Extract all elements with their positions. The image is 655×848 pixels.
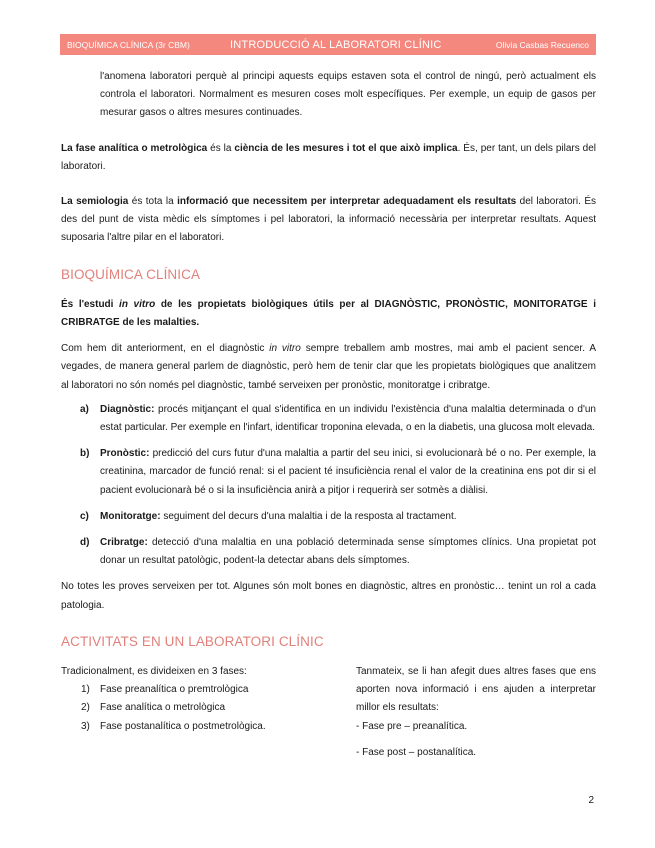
- fase-analitica-paragraph: [61, 140, 596, 176]
- list-text: Fase preanalítica o premtrològica: [100, 684, 249, 696]
- bold-term: La fase analítica o metrològica: [61, 142, 208, 154]
- list-item: [61, 445, 596, 500]
- text-run: sempre treballem amb mostres, mai amb el pacient sencer. A vegades, de manera general parlem de diagnòstic, però hem de tenir clar que les propietats biològiques que analitzem al laboratori no són només pel diagnòstic, també serveixen per pronòstic, monitoratge i cribratge.: [61, 343, 596, 391]
- list-marker: c): [80, 510, 89, 522]
- italic-term: in vitro: [269, 343, 301, 355]
- text-run: del laboratori. És des del punt de vista mèdic els símptomes i pel laboratori, la informació necessària per interpretar resultats. Aquest suposaria l'altre pilar en el laboratori.: [61, 196, 596, 244]
- text-run: Com hem dit anteriorment, en el diagnòstic: [61, 343, 270, 355]
- list-term: Diagnòstic:: [100, 403, 155, 415]
- page-number: 2: [588, 795, 594, 806]
- intro-continuation: l'anomena laboratori perquè al principi aquests equips estaven sota el control de ningú, però actualment els controla el laboratori. Normalment es mesuren coses molt específiques. Per exemple, un equip de gasos per mesurar gasos o altres mesures continuades.: [100, 71, 596, 119]
- list-text: procés mitjançant el qual s'identifica en un individu l'existència d'una malaltia determinada o d'un estat particular. Per exemple en l'infart, identificar troponina elevada, o en la diabetis, una glucosa molt elevada.: [100, 403, 596, 434]
- extra-phases-intro: Tanmateix, se li han afegit dues altres fases que ens aporten nova informació i ens ajuden a interpretar millor els resultats:: [356, 666, 596, 714]
- list-marker: 3): [81, 720, 90, 732]
- extra-phase-post: - Fase post – postanalítica.: [356, 746, 477, 758]
- list-item: [61, 681, 301, 699]
- left-column: [61, 663, 301, 762]
- bold-term: La semiologia: [61, 196, 129, 208]
- list-item: [61, 718, 301, 736]
- list-item: [61, 534, 596, 570]
- list-text: seguiment del decurs d'una malaltia i de la resposta al tractament.: [160, 510, 457, 522]
- bold-term: ciència de les mesures i tot el que això implica: [234, 142, 458, 154]
- bold-term: informació que necessitem per interpretar adequadament els resultats: [177, 196, 517, 208]
- text-run: és tota la: [128, 196, 178, 208]
- phases-intro: Tradicionalment, es divideixen en 3 fases:: [61, 666, 247, 678]
- section-heading-bioquimica: BIOQUÍMICA CLÍNICA: [61, 266, 201, 282]
- extra-phase-pre: - Fase pre – preanalítica.: [356, 720, 468, 732]
- list-term: Monitoratge:: [100, 510, 161, 522]
- definition-paragraph: [61, 296, 596, 332]
- header-course: BIOQUÍMICA CLÍNICA (3r CBM): [67, 39, 190, 50]
- italic-term: in vitro: [119, 298, 156, 310]
- list-text: Fase analítica o metrològica: [100, 702, 226, 714]
- header-author: Olivia Casbas Recuenco: [495, 39, 589, 50]
- list-marker: 1): [81, 684, 90, 696]
- list-marker: a): [80, 403, 89, 415]
- semiologia-paragraph: [61, 193, 596, 248]
- text-run: . És, per tant, un dels pilars del laboratori.: [61, 142, 596, 172]
- list-item: [61, 699, 301, 717]
- list-marker: d): [80, 537, 90, 549]
- page-header: [60, 34, 596, 55]
- list-text: predicció del curs futur d'una malaltia a partir del seu inici, si evolucionarà bé o no. Per exemple, la creatinina, marcador de funció renal: si el pacient té insuficiència renal el valor de la creatinina ens pot dir si el pacient evolucionarà bé o si la insuficiència anirà a pitjor i requerirà ser sotmès a diàlisi.: [100, 448, 596, 496]
- list-term: Pronòstic:: [100, 448, 150, 460]
- bold-term: de les propietats biològiques útils per al DIAGNÒSTIC, PRONÒSTIC, MONITORATGE i CRIBRATGE de les malalties.: [61, 298, 596, 329]
- section-heading-activitats: ACTIVITATS EN UN LABORATORI CLÍNIC: [61, 633, 324, 649]
- list-term: Cribratge:: [100, 537, 148, 549]
- bold-term: És l'estudi: [61, 298, 120, 310]
- document-body: [61, 68, 596, 762]
- list-text: detecció d'una malaltia en una població determinada sense símptomes clínics. Una propietat pot donar un resultat patològic, podent-la detectar abans dels símptomes.: [100, 537, 596, 567]
- phases-list: [61, 681, 301, 736]
- property-list: [61, 401, 596, 571]
- list-text: Fase postanalítica o postmetrològica.: [100, 720, 266, 732]
- list-item: [61, 508, 596, 526]
- right-column: [356, 663, 596, 762]
- list-item: [61, 401, 596, 437]
- list-marker: b): [80, 448, 90, 460]
- header-title: INTRODUCCIÓ AL LABORATORI CLÍNIC: [230, 38, 442, 51]
- in-vitro-paragraph: [61, 340, 596, 395]
- two-column-block: [61, 663, 596, 762]
- not-all-paragraph: No totes les proves serveixen per tot. Algunes són molt bones en diagnòstic, altres en pronòstic… tenint un rol a cada patologia.: [61, 581, 596, 611]
- text-run: és la: [207, 142, 235, 154]
- list-marker: 2): [81, 702, 90, 714]
